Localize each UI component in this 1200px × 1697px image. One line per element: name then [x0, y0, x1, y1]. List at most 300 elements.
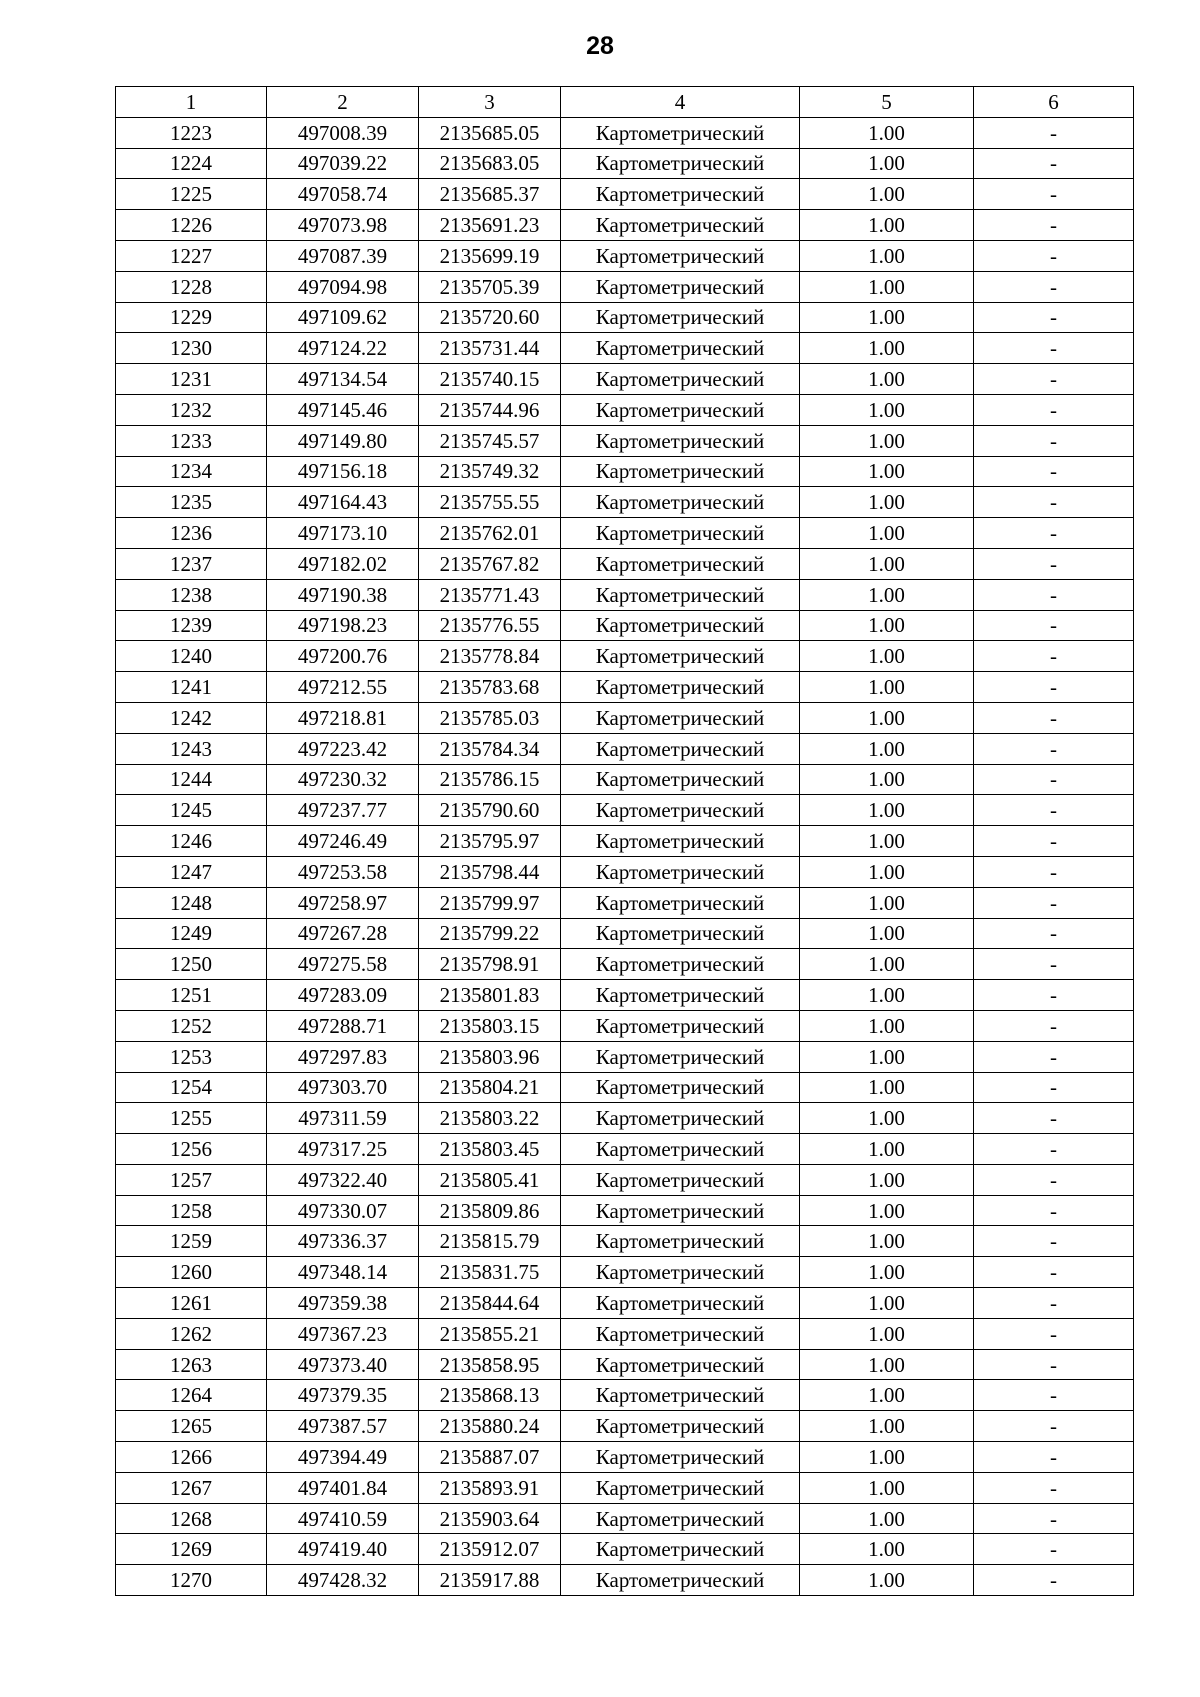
x-coordinate-cell: 497109.62 [267, 302, 419, 333]
description-cell: - [974, 1318, 1134, 1349]
point-number-cell: 1247 [116, 856, 267, 887]
accuracy-cell: 1.00 [800, 610, 974, 641]
x-coordinate-cell: 497348.14 [267, 1257, 419, 1288]
point-number-cell: 1223 [116, 117, 267, 148]
table-row [116, 641, 1134, 672]
table-row [116, 1257, 1134, 1288]
method-cell: Картометрический [561, 856, 800, 887]
y-coordinate-cell: 2135685.05 [419, 117, 561, 148]
description-cell: - [974, 425, 1134, 456]
accuracy-cell: 1.00 [800, 1072, 974, 1103]
y-coordinate-cell: 2135785.03 [419, 702, 561, 733]
x-coordinate-cell: 497190.38 [267, 579, 419, 610]
point-number-cell: 1232 [116, 394, 267, 425]
method-cell: Картометрический [561, 641, 800, 672]
description-cell: - [974, 518, 1134, 549]
accuracy-cell: 1.00 [800, 210, 974, 241]
description-cell: - [974, 1503, 1134, 1534]
x-coordinate-cell: 497330.07 [267, 1195, 419, 1226]
y-coordinate-cell: 2135858.95 [419, 1349, 561, 1380]
point-number-cell: 1265 [116, 1411, 267, 1442]
method-cell: Картометрический [561, 456, 800, 487]
point-number-cell: 1269 [116, 1534, 267, 1565]
y-coordinate-cell: 2135720.60 [419, 302, 561, 333]
accuracy-cell: 1.00 [800, 240, 974, 271]
accuracy-cell: 1.00 [800, 1534, 974, 1565]
method-cell: Картометрический [561, 949, 800, 980]
point-number-cell: 1253 [116, 1041, 267, 1072]
accuracy-cell: 1.00 [800, 117, 974, 148]
accuracy-cell: 1.00 [800, 271, 974, 302]
table-row [116, 1349, 1134, 1380]
method-cell: Картометрический [561, 1349, 800, 1380]
description-cell: - [974, 1349, 1134, 1380]
accuracy-cell: 1.00 [800, 949, 974, 980]
x-coordinate-cell: 497419.40 [267, 1534, 419, 1565]
table-row [116, 672, 1134, 703]
x-coordinate-cell: 497145.46 [267, 394, 419, 425]
table-row [116, 364, 1134, 395]
description-cell: - [974, 1565, 1134, 1596]
method-cell: Картометрический [561, 271, 800, 302]
description-cell: - [974, 733, 1134, 764]
description-cell: - [974, 949, 1134, 980]
description-cell: - [974, 702, 1134, 733]
method-cell: Картометрический [561, 887, 800, 918]
y-coordinate-cell: 2135799.22 [419, 918, 561, 949]
y-coordinate-cell: 2135893.91 [419, 1472, 561, 1503]
accuracy-cell: 1.00 [800, 1288, 974, 1319]
table-row [116, 702, 1134, 733]
y-coordinate-cell: 2135762.01 [419, 518, 561, 549]
point-number-cell: 1237 [116, 548, 267, 579]
accuracy-cell: 1.00 [800, 1472, 974, 1503]
method-cell: Картометрический [561, 1442, 800, 1473]
x-coordinate-cell: 497311.59 [267, 1103, 419, 1134]
table-row [116, 1195, 1134, 1226]
point-number-cell: 1228 [116, 271, 267, 302]
x-coordinate-cell: 497039.22 [267, 148, 419, 179]
description-cell: - [974, 1164, 1134, 1195]
y-coordinate-cell: 2135685.37 [419, 179, 561, 210]
description-cell: - [974, 1534, 1134, 1565]
y-coordinate-cell: 2135903.64 [419, 1503, 561, 1534]
description-cell: - [974, 394, 1134, 425]
description-cell: - [974, 1195, 1134, 1226]
y-coordinate-cell: 2135745.57 [419, 425, 561, 456]
point-number-cell: 1266 [116, 1442, 267, 1473]
y-coordinate-cell: 2135798.91 [419, 949, 561, 980]
description-cell: - [974, 1072, 1134, 1103]
description-cell: - [974, 764, 1134, 795]
accuracy-cell: 1.00 [800, 702, 974, 733]
description-cell: - [974, 795, 1134, 826]
description-cell: - [974, 826, 1134, 857]
y-coordinate-cell: 2135771.43 [419, 579, 561, 610]
description-cell: - [974, 641, 1134, 672]
table-row [116, 1442, 1134, 1473]
accuracy-cell: 1.00 [800, 1041, 974, 1072]
accuracy-cell: 1.00 [800, 1134, 974, 1165]
x-coordinate-cell: 497258.97 [267, 887, 419, 918]
accuracy-cell: 1.00 [800, 148, 974, 179]
method-cell: Картометрический [561, 1195, 800, 1226]
description-cell: - [974, 487, 1134, 518]
y-coordinate-cell: 2135803.96 [419, 1041, 561, 1072]
page-number: 28 [586, 32, 614, 60]
point-number-cell: 1224 [116, 148, 267, 179]
table-row [116, 1380, 1134, 1411]
table-row [116, 1411, 1134, 1442]
x-coordinate-cell: 497058.74 [267, 179, 419, 210]
accuracy-cell: 1.00 [800, 1380, 974, 1411]
point-number-cell: 1270 [116, 1565, 267, 1596]
method-cell: Картометрический [561, 1103, 800, 1134]
x-coordinate-cell: 497373.40 [267, 1349, 419, 1380]
method-cell: Картометрический [561, 1257, 800, 1288]
method-cell: Картометрический [561, 364, 800, 395]
point-number-cell: 1230 [116, 333, 267, 364]
accuracy-cell: 1.00 [800, 364, 974, 395]
method-cell: Картометрический [561, 764, 800, 795]
description-cell: - [974, 548, 1134, 579]
point-number-cell: 1234 [116, 456, 267, 487]
point-number-cell: 1226 [116, 210, 267, 241]
description-cell: - [974, 980, 1134, 1011]
method-cell: Картометрический [561, 980, 800, 1011]
x-coordinate-cell: 497387.57 [267, 1411, 419, 1442]
method-cell: Картометрический [561, 672, 800, 703]
x-coordinate-cell: 497267.28 [267, 918, 419, 949]
method-cell: Картометрический [561, 1041, 800, 1072]
x-coordinate-cell: 497237.77 [267, 795, 419, 826]
method-cell: Картометрический [561, 702, 800, 733]
method-cell: Картометрический [561, 487, 800, 518]
point-number-cell: 1258 [116, 1195, 267, 1226]
method-cell: Картометрический [561, 733, 800, 764]
method-cell: Картометрический [561, 1411, 800, 1442]
x-coordinate-cell: 497073.98 [267, 210, 419, 241]
table-body [116, 117, 1134, 1595]
x-coordinate-cell: 497164.43 [267, 487, 419, 518]
x-coordinate-cell: 497283.09 [267, 980, 419, 1011]
description-cell: - [974, 333, 1134, 364]
column-header: 4 [561, 87, 800, 118]
method-cell: Картометрический [561, 579, 800, 610]
y-coordinate-cell: 2135795.97 [419, 826, 561, 857]
table-row [116, 518, 1134, 549]
method-cell: Картометрический [561, 1072, 800, 1103]
y-coordinate-cell: 2135801.83 [419, 980, 561, 1011]
accuracy-cell: 1.00 [800, 1503, 974, 1534]
table-row [116, 1472, 1134, 1503]
point-number-cell: 1257 [116, 1164, 267, 1195]
method-cell: Картометрический [561, 1318, 800, 1349]
y-coordinate-cell: 2135755.55 [419, 487, 561, 518]
x-coordinate-cell: 497246.49 [267, 826, 419, 857]
x-coordinate-cell: 497401.84 [267, 1472, 419, 1503]
description-cell: - [974, 240, 1134, 271]
accuracy-cell: 1.00 [800, 302, 974, 333]
x-coordinate-cell: 497367.23 [267, 1318, 419, 1349]
y-coordinate-cell: 2135683.05 [419, 148, 561, 179]
method-cell: Картометрический [561, 117, 800, 148]
point-number-cell: 1242 [116, 702, 267, 733]
description-cell: - [974, 1380, 1134, 1411]
y-coordinate-cell: 2135799.97 [419, 887, 561, 918]
description-cell: - [974, 672, 1134, 703]
point-number-cell: 1246 [116, 826, 267, 857]
table-row [116, 271, 1134, 302]
table-row [116, 918, 1134, 949]
accuracy-cell: 1.00 [800, 518, 974, 549]
x-coordinate-cell: 497288.71 [267, 1010, 419, 1041]
table-row [116, 826, 1134, 857]
accuracy-cell: 1.00 [800, 672, 974, 703]
x-coordinate-cell: 497303.70 [267, 1072, 419, 1103]
table-row [116, 1565, 1134, 1596]
point-number-cell: 1263 [116, 1349, 267, 1380]
point-number-cell: 1231 [116, 364, 267, 395]
method-cell: Картометрический [561, 1288, 800, 1319]
x-coordinate-cell: 497394.49 [267, 1442, 419, 1473]
table-row [116, 548, 1134, 579]
description-cell: - [974, 1010, 1134, 1041]
method-cell: Картометрический [561, 1565, 800, 1596]
x-coordinate-cell: 497212.55 [267, 672, 419, 703]
description-cell: - [974, 456, 1134, 487]
y-coordinate-cell: 2135887.07 [419, 1442, 561, 1473]
y-coordinate-cell: 2135691.23 [419, 210, 561, 241]
y-coordinate-cell: 2135831.75 [419, 1257, 561, 1288]
table-row [116, 179, 1134, 210]
y-coordinate-cell: 2135880.24 [419, 1411, 561, 1442]
description-cell: - [974, 117, 1134, 148]
point-number-cell: 1241 [116, 672, 267, 703]
column-header: 6 [974, 87, 1134, 118]
method-cell: Картометрический [561, 1503, 800, 1534]
table-header-row [116, 87, 1134, 118]
x-coordinate-cell: 497297.83 [267, 1041, 419, 1072]
point-number-cell: 1268 [116, 1503, 267, 1534]
description-cell: - [974, 271, 1134, 302]
point-number-cell: 1251 [116, 980, 267, 1011]
x-coordinate-cell: 497336.37 [267, 1226, 419, 1257]
y-coordinate-cell: 2135855.21 [419, 1318, 561, 1349]
point-number-cell: 1260 [116, 1257, 267, 1288]
y-coordinate-cell: 2135786.15 [419, 764, 561, 795]
method-cell: Картометрический [561, 795, 800, 826]
y-coordinate-cell: 2135744.96 [419, 394, 561, 425]
y-coordinate-cell: 2135809.86 [419, 1195, 561, 1226]
point-number-cell: 1261 [116, 1288, 267, 1319]
description-cell: - [974, 1288, 1134, 1319]
x-coordinate-cell: 497124.22 [267, 333, 419, 364]
table-row [116, 1041, 1134, 1072]
table-row [116, 1534, 1134, 1565]
table-row [116, 148, 1134, 179]
point-number-cell: 1259 [116, 1226, 267, 1257]
point-number-cell: 1243 [116, 733, 267, 764]
y-coordinate-cell: 2135705.39 [419, 271, 561, 302]
accuracy-cell: 1.00 [800, 1318, 974, 1349]
y-coordinate-cell: 2135749.32 [419, 456, 561, 487]
description-cell: - [974, 1134, 1134, 1165]
accuracy-cell: 1.00 [800, 394, 974, 425]
point-number-cell: 1264 [116, 1380, 267, 1411]
x-coordinate-cell: 497322.40 [267, 1164, 419, 1195]
x-coordinate-cell: 497379.35 [267, 1380, 419, 1411]
x-coordinate-cell: 497428.32 [267, 1565, 419, 1596]
x-coordinate-cell: 497200.76 [267, 641, 419, 672]
x-coordinate-cell: 497149.80 [267, 425, 419, 456]
point-number-cell: 1248 [116, 887, 267, 918]
x-coordinate-cell: 497410.59 [267, 1503, 419, 1534]
accuracy-cell: 1.00 [800, 425, 974, 456]
method-cell: Картометрический [561, 210, 800, 241]
method-cell: Картометрический [561, 1226, 800, 1257]
description-cell: - [974, 887, 1134, 918]
point-number-cell: 1254 [116, 1072, 267, 1103]
description-cell: - [974, 1103, 1134, 1134]
y-coordinate-cell: 2135917.88 [419, 1565, 561, 1596]
table-row [116, 610, 1134, 641]
accuracy-cell: 1.00 [800, 579, 974, 610]
description-cell: - [974, 148, 1134, 179]
method-cell: Картометрический [561, 1134, 800, 1165]
description-cell: - [974, 610, 1134, 641]
x-coordinate-cell: 497359.38 [267, 1288, 419, 1319]
method-cell: Картометрический [561, 240, 800, 271]
x-coordinate-cell: 497008.39 [267, 117, 419, 148]
description-cell: - [974, 1226, 1134, 1257]
table-row [116, 1164, 1134, 1195]
table-row [116, 1103, 1134, 1134]
accuracy-cell: 1.00 [800, 856, 974, 887]
description-cell: - [974, 1442, 1134, 1473]
column-header: 5 [800, 87, 974, 118]
x-coordinate-cell: 497134.54 [267, 364, 419, 395]
y-coordinate-cell: 2135778.84 [419, 641, 561, 672]
accuracy-cell: 1.00 [800, 795, 974, 826]
table-row [116, 210, 1134, 241]
y-coordinate-cell: 2135790.60 [419, 795, 561, 826]
x-coordinate-cell: 497173.10 [267, 518, 419, 549]
accuracy-cell: 1.00 [800, 179, 974, 210]
y-coordinate-cell: 2135776.55 [419, 610, 561, 641]
accuracy-cell: 1.00 [800, 1565, 974, 1596]
table-row [116, 487, 1134, 518]
table-row [116, 1010, 1134, 1041]
method-cell: Картометрический [561, 918, 800, 949]
point-number-cell: 1250 [116, 949, 267, 980]
table-row [116, 579, 1134, 610]
accuracy-cell: 1.00 [800, 1226, 974, 1257]
y-coordinate-cell: 2135731.44 [419, 333, 561, 364]
y-coordinate-cell: 2135784.34 [419, 733, 561, 764]
point-number-cell: 1227 [116, 240, 267, 271]
accuracy-cell: 1.00 [800, 1442, 974, 1473]
x-coordinate-cell: 497230.32 [267, 764, 419, 795]
method-cell: Картометрический [561, 1380, 800, 1411]
accuracy-cell: 1.00 [800, 333, 974, 364]
x-coordinate-cell: 497094.98 [267, 271, 419, 302]
table-row [116, 456, 1134, 487]
table-row [116, 117, 1134, 148]
description-cell: - [974, 302, 1134, 333]
description-cell: - [974, 1411, 1134, 1442]
point-number-cell: 1255 [116, 1103, 267, 1134]
y-coordinate-cell: 2135804.21 [419, 1072, 561, 1103]
table-row [116, 1134, 1134, 1165]
x-coordinate-cell: 497156.18 [267, 456, 419, 487]
x-coordinate-cell: 497218.81 [267, 702, 419, 733]
y-coordinate-cell: 2135805.41 [419, 1164, 561, 1195]
accuracy-cell: 1.00 [800, 918, 974, 949]
accuracy-cell: 1.00 [800, 887, 974, 918]
method-cell: Картометрический [561, 548, 800, 579]
description-cell: - [974, 1257, 1134, 1288]
accuracy-cell: 1.00 [800, 1349, 974, 1380]
table-row [116, 302, 1134, 333]
column-header: 1 [116, 87, 267, 118]
method-cell: Картометрический [561, 610, 800, 641]
description-cell: - [974, 364, 1134, 395]
accuracy-cell: 1.00 [800, 733, 974, 764]
point-number-cell: 1256 [116, 1134, 267, 1165]
method-cell: Картометрический [561, 148, 800, 179]
method-cell: Картометрический [561, 179, 800, 210]
accuracy-cell: 1.00 [800, 1010, 974, 1041]
point-number-cell: 1245 [116, 795, 267, 826]
accuracy-cell: 1.00 [800, 1103, 974, 1134]
y-coordinate-cell: 2135803.15 [419, 1010, 561, 1041]
point-number-cell: 1267 [116, 1472, 267, 1503]
y-coordinate-cell: 2135912.07 [419, 1534, 561, 1565]
description-cell: - [974, 918, 1134, 949]
method-cell: Картометрический [561, 1472, 800, 1503]
table-row [116, 795, 1134, 826]
table-row [116, 425, 1134, 456]
accuracy-cell: 1.00 [800, 764, 974, 795]
point-number-cell: 1239 [116, 610, 267, 641]
description-cell: - [974, 210, 1134, 241]
table-row [116, 764, 1134, 795]
y-coordinate-cell: 2135803.22 [419, 1103, 561, 1134]
method-cell: Картометрический [561, 1534, 800, 1565]
description-cell: - [974, 179, 1134, 210]
point-number-cell: 1240 [116, 641, 267, 672]
x-coordinate-cell: 497317.25 [267, 1134, 419, 1165]
column-header: 2 [267, 87, 419, 118]
coordinates-table [115, 86, 1134, 1596]
x-coordinate-cell: 497275.58 [267, 949, 419, 980]
method-cell: Картометрический [561, 302, 800, 333]
accuracy-cell: 1.00 [800, 641, 974, 672]
point-number-cell: 1225 [116, 179, 267, 210]
table-row [116, 1503, 1134, 1534]
description-cell: - [974, 579, 1134, 610]
method-cell: Картометрический [561, 826, 800, 857]
description-cell: - [974, 856, 1134, 887]
table-row [116, 1288, 1134, 1319]
table-row [116, 856, 1134, 887]
y-coordinate-cell: 2135699.19 [419, 240, 561, 271]
description-cell: - [974, 1472, 1134, 1503]
accuracy-cell: 1.00 [800, 548, 974, 579]
point-number-cell: 1229 [116, 302, 267, 333]
method-cell: Картометрический [561, 333, 800, 364]
